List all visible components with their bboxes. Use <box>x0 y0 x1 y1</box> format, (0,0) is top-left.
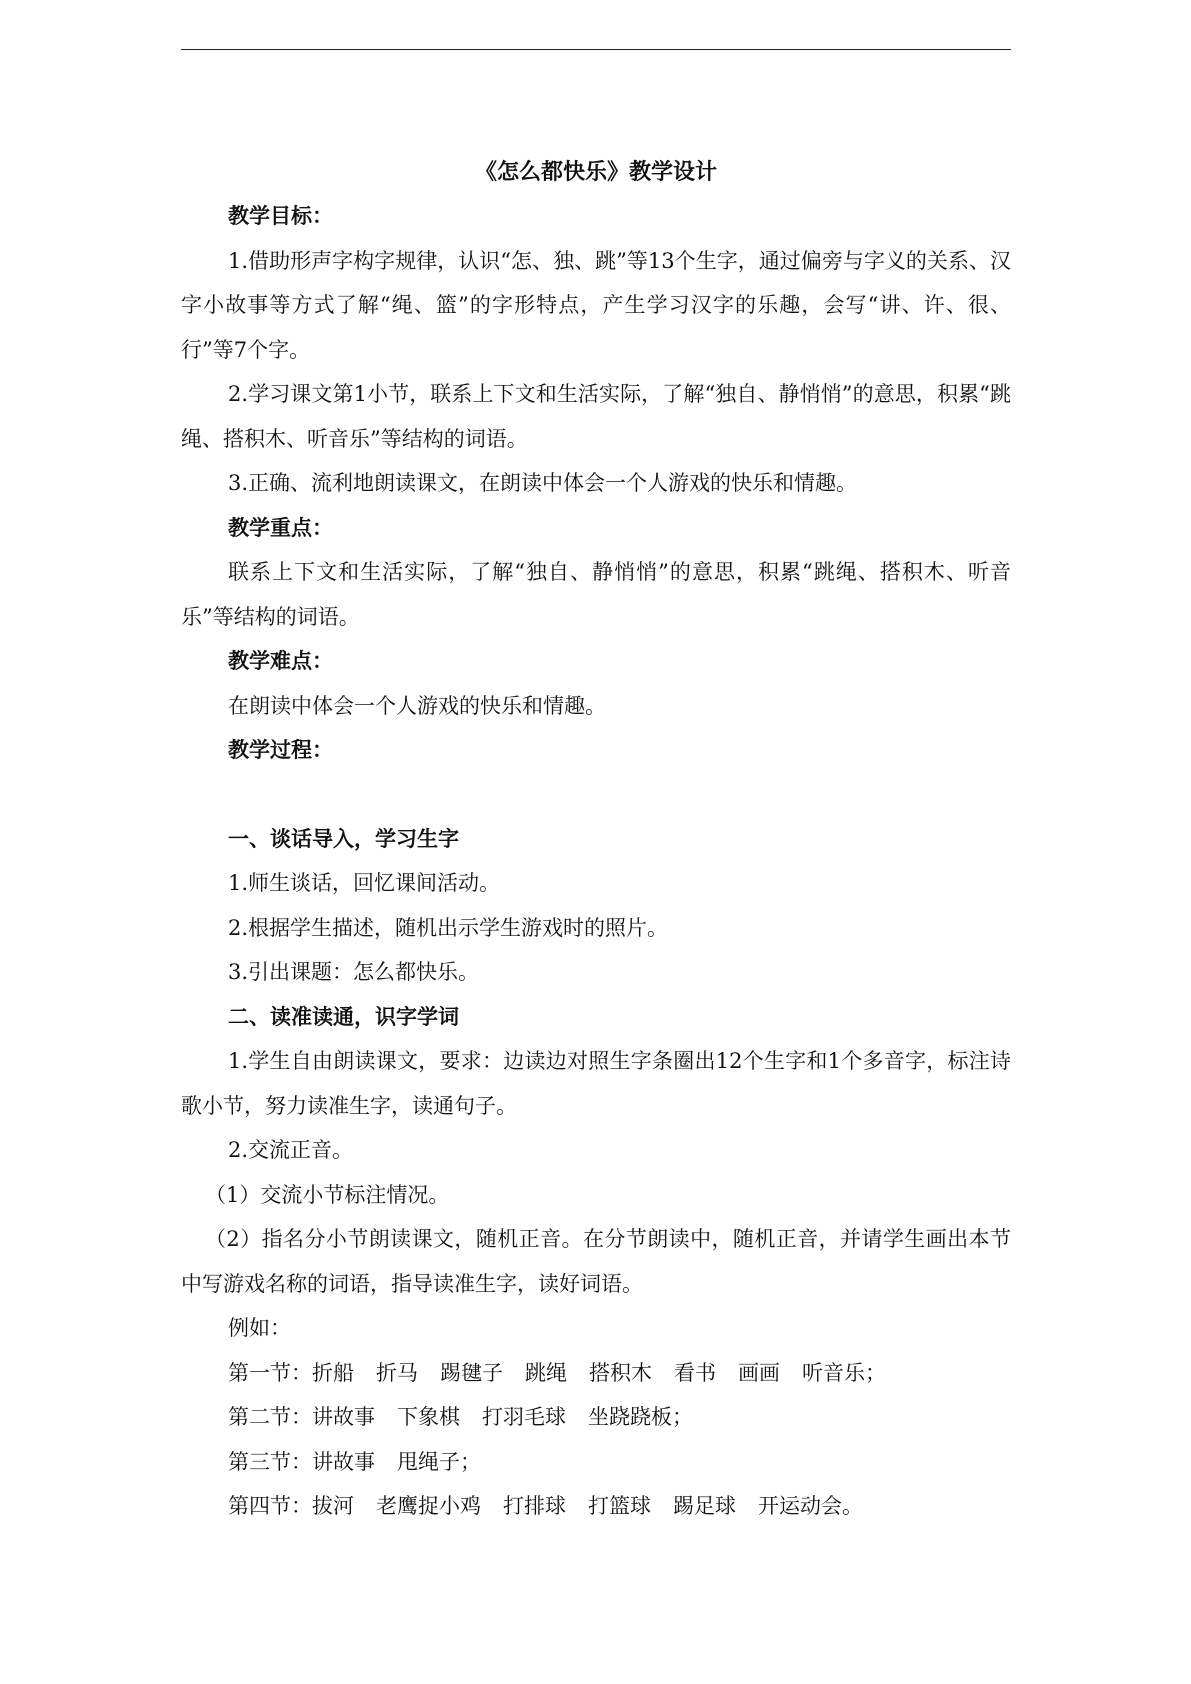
section-2-sub-1: （1）交流小节标注情况。 <box>205 1182 450 1207</box>
word-item-last: 坐跷跷板； <box>588 1405 693 1429</box>
section-2-sub-2: （2）指名分小节朗读课文，随机正音。在分节朗读中，随机正音，并请学生画出本节中写游戏名称的词语，指导读准生字，读好词语。 <box>181 1227 1011 1296</box>
word-item: 跳绳 <box>525 1360 567 1385</box>
word-item-last: 听音乐； <box>802 1360 886 1385</box>
word-item: 打篮球 <box>588 1494 651 1518</box>
example-label: 例如： <box>228 1316 291 1340</box>
goal-item-3: 3.正确、流利地朗读课文，在朗读中体会一个人游戏的快乐和情趣。 <box>228 471 858 495</box>
word-item-last: 开运动会。 <box>758 1494 863 1518</box>
word-row-section-1 <box>181 1351 1011 1396</box>
goal-item-1: 1.借助形声字构字规律，认识“怎、独、跳”等13个生字，通过偏旁与字义的关系、汉字小故事等方式了解“绳、篮”的字形特点，产生学习汉字的乐趣，会写“讲、许、很、行”等7个字。 <box>181 248 1011 362</box>
word-row-label: 第三节： <box>228 1449 312 1474</box>
word-row-section-2 <box>181 1395 1011 1440</box>
word-row-label: 第一节： <box>228 1360 312 1385</box>
difficulty-text: 在朗读中体会一个人游戏的快乐和情趣。 <box>228 693 606 718</box>
key-points-text: 联系上下文和生活实际，了解“独自、静悄悄”的意思，积累“跳绳、搭积木、听音乐”等结构的词语。 <box>181 560 1011 629</box>
word-row-section-4 <box>181 1484 1011 1529</box>
word-row-label: 第四节： <box>228 1494 312 1518</box>
word-item-last: 甩绳子； <box>397 1449 481 1474</box>
difficulty-heading: 教学难点： <box>228 648 333 673</box>
key-points-heading: 教学重点： <box>228 514 333 540</box>
goal-item-2: 2.学习课文第1小节，联系上下文和生活实际，了解“独自、静悄悄”的意思，积累“跳绳、搭积木、听音乐”等结构的词语。 <box>181 382 1011 451</box>
section-1-item-2: 2.根据学生描述，随机出示学生游戏时的照片。 <box>228 915 669 940</box>
section-1-item-1: 1.师生谈话，回忆课间活动。 <box>228 871 501 895</box>
word-row-label: 第二节： <box>228 1405 312 1429</box>
word-item: 画画 <box>738 1360 780 1385</box>
word-item: 讲故事 <box>312 1405 375 1429</box>
word-item: 打羽毛球 <box>482 1405 566 1429</box>
header-rule <box>181 49 1011 50</box>
word-item: 踢足球 <box>673 1494 736 1518</box>
word-item: 拔河 <box>312 1494 354 1518</box>
word-row-section-3 <box>181 1440 1011 1485</box>
section-2-heading: 二、读准读通，识字学词 <box>228 1003 459 1029</box>
section-2-item-1: 1.学生自由朗读课文，要求：边读边对照生字条圈出12个生字和1个多音字，标注诗歌小节，努力读准生字，读通句子。 <box>181 1049 1011 1118</box>
word-item: 搭积木 <box>589 1360 652 1385</box>
word-item: 看书 <box>674 1360 716 1385</box>
word-item: 折船 <box>312 1360 354 1385</box>
document-body <box>181 150 1011 1529</box>
word-item: 讲故事 <box>312 1449 375 1474</box>
document-title: 《怎么都快乐》教学设计 <box>474 159 717 185</box>
word-item: 踢毽子 <box>440 1360 503 1385</box>
word-item: 打排球 <box>503 1494 566 1518</box>
section-1-item-3: 3.引出课题：怎么都快乐。 <box>228 960 480 984</box>
process-heading: 教学过程： <box>228 737 333 762</box>
goals-heading: 教学目标： <box>228 203 333 228</box>
spacer <box>181 773 1011 817</box>
word-item: 老鹰捉小鸡 <box>376 1494 481 1518</box>
word-item: 下象棋 <box>397 1405 460 1429</box>
section-1-heading: 一、谈话导入，学习生字 <box>228 825 459 851</box>
section-2-item-2: 2.交流正音。 <box>228 1138 354 1162</box>
word-item: 折马 <box>376 1360 418 1385</box>
